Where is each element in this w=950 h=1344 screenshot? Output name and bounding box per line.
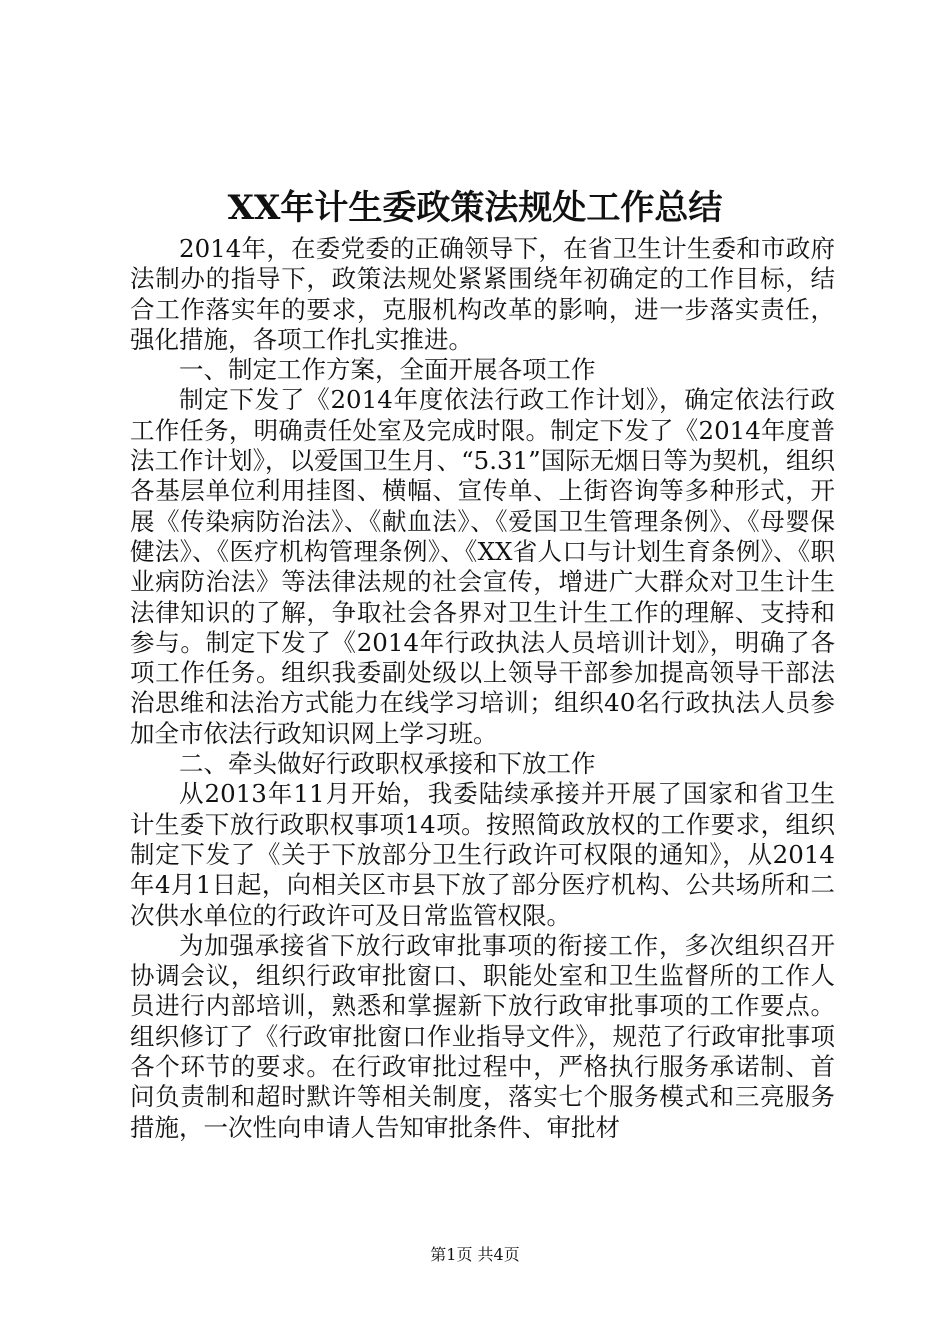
paragraph-intro: 2014年，在委党委的正确领导下，在省卫生计生委和市政府法制办的指导下，政策法规处紧紧围绕年初确定的工作目标，结合工作落实年的要求，克服机构改革的影响，进一步落实责任，强化措施，各项工作扎实推进。: [130, 234, 835, 354]
document-title: XX年计生委政策法规处工作总结: [227, 188, 723, 228]
paragraph-section-2b: 为加强承接省下放行政审批事项的衔接工作，多次组织召开协调会议，组织行政审批窗口、职能处室和卫生监督所的工作人员进行内部培训，熟悉和掌握新下放行政审批事项的工作要点。组织修订了《行政审批窗口作业指导文件》，规范了行政审批事项各个环节的要求。在行政审批过程中，严格执行服务承诺制、首问负责制和超时默许等相关制度，落实七个服务模式和三亮服务措施，一次性向申请人告知审批条件、审批材: [130, 930, 835, 1142]
section-heading-2: 二、牵头做好行政职权承接和下放工作: [179, 749, 596, 779]
page-number-footer: 第1页 共4页: [430, 1245, 520, 1264]
paragraph-section-2a: 从2013年11月开始，我委陆续承接并开展了国家和省卫生计生委下放行政职权事项14项。按照简政放权的工作要求，组织制定下发了《关于下放部分卫生行政许可权限的通知》，从2014年4月1日起，向相关区市县下放了部分医疗机构、公共场所和二次供水单位的行政许可及日常监管权限。: [130, 779, 835, 930]
section-heading-1: 一、制定工作方案，全面开展各项工作: [179, 355, 596, 385]
paragraph-section-1: 制定下发了《2014年度依法行政工作计划》，确定依法行政工作任务，明确责任处室及完成时限。制定下发了《2014年度普法工作计划》，以爱国卫生月、“5.31”国际无烟日等为契机，组织各基层单位利用挂图、横幅、宣传单、上街咨询等多种形式，开展《传染病防治法》、《献血法》、《爱国卫生管理条例》、《母婴保健法》、《医疗机构管理条例》、《XX省人口与计划生育条例》、《职业病防治法》等法律法规的社会宣传，增进广大群众对卫生计生法律知识的了解，争取社会各界对卫生计生工作的理解、支持和参与。制定下发了《2014年行政执法人员培训计划》，明确了各项工作任务。组织我委副处级以上领导干部参加提高领导干部法治思维和法治方式能力在线学习培训；组织40名行政执法人员参加全市依法行政知识网上学习班。: [130, 385, 835, 748]
document-body: [130, 234, 835, 1143]
